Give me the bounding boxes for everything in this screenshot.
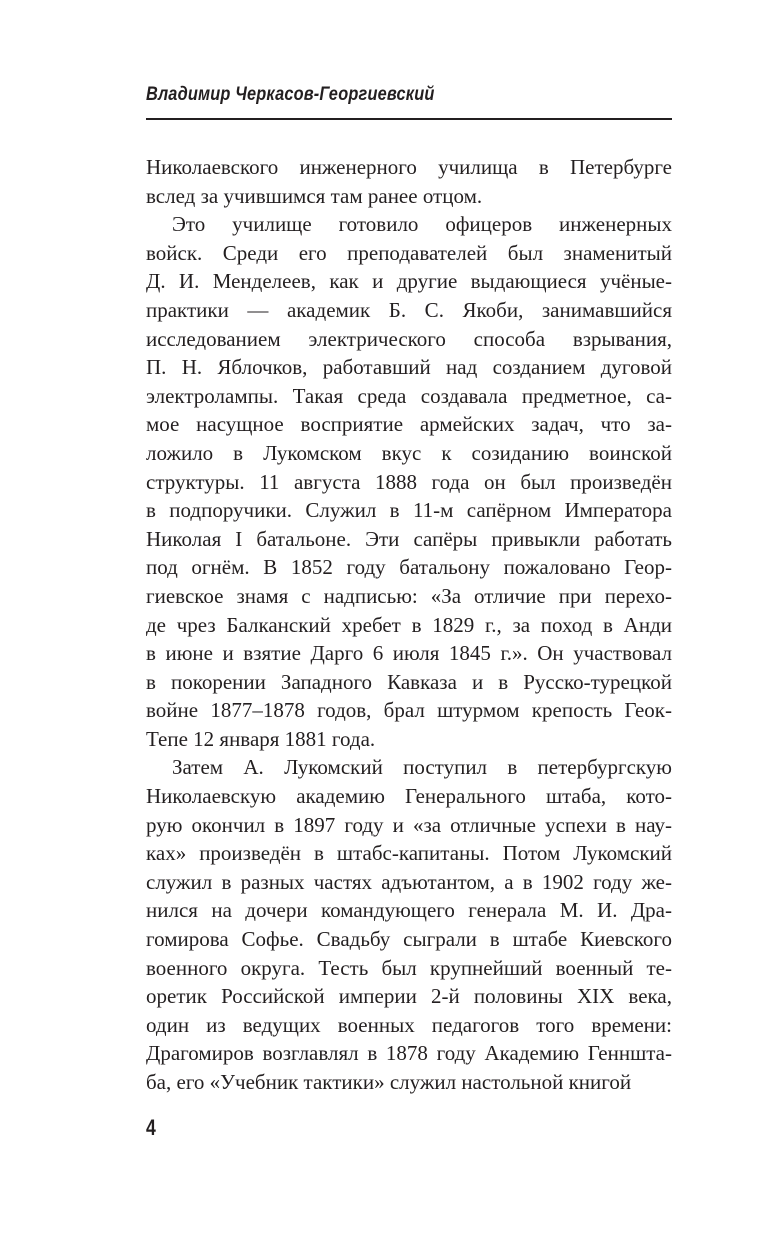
- text-line: де чрез Балканский хребет в 1829 г., за поход в Анди: [146, 612, 672, 637]
- text-line: исследованием электрического способа взрывания,: [146, 326, 672, 351]
- text-line: ба, его «Учебник тактики» служил настольной книгой: [146, 1070, 632, 1094]
- paragraph: [146, 210, 672, 753]
- text-line: Николаевскую академию Генерального штаба, кото-: [146, 784, 672, 809]
- header-rule: [146, 118, 672, 120]
- text-line: Николая I батальоне. Эти сапёры привыкли работать: [146, 526, 672, 551]
- text-line: Это училище готовило офицеров инженерных: [172, 212, 672, 237]
- text-line: Затем А. Лукомский поступил в петербургскую: [172, 755, 672, 780]
- text-line: служил в разных частях адъютантом, а в 1902 году же-: [146, 869, 672, 894]
- text-line: ках» произведён в штабс-капитаны. Потом Лукомский: [146, 841, 672, 866]
- text-line: оретик Российской империи 2-й половины XIX века,: [146, 984, 672, 1009]
- page-number: 4: [146, 1115, 156, 1140]
- paragraph: [146, 153, 672, 210]
- text-line: ложило в Лукомском вкус к созиданию воинской: [146, 440, 672, 465]
- text-line: в покорении Западного Кавказа и в Русско-турецкой: [146, 669, 672, 694]
- text-line: П. Н. Яблочков, работавший над созданием дуговой: [146, 355, 672, 380]
- text-line: Драгомиров возглавлял в 1878 году Академию Генншта-: [146, 1041, 672, 1066]
- text-line: структуры. 11 августа 1888 года он был произведён: [146, 469, 672, 494]
- text-line: в июне и взятие Дарго 6 июля 1845 г.». Он участвовал: [146, 641, 672, 666]
- text-line: под огнём. В 1852 году батальону пожаловано Геор-: [146, 555, 672, 580]
- paragraph: [146, 753, 672, 1096]
- text-line: гомирова Софье. Свадьбу сыграли в штабе Киевского: [146, 927, 672, 952]
- text-line: вслед за учившимся там ранее отцом.: [146, 183, 483, 208]
- text-line: рую окончил в 1897 году и «за отличные успехи в нау-: [146, 812, 672, 837]
- text-line: в подпоручики. Служил в 11-м сапёрном Императора: [146, 498, 672, 523]
- text-line: практики — академик Б. С. Якоби, занимавшийся: [146, 297, 672, 322]
- running-head: Владимир Черкасов-Георгиевский: [146, 84, 435, 105]
- text-line: один из ведущих военных педагогов того времени:: [146, 1012, 672, 1037]
- text-line: электролампы. Такая среда создавала предметное, са-: [146, 383, 672, 408]
- text-line: военного округа. Тесть был крупнейший военный те-: [146, 955, 672, 980]
- body-text: [146, 153, 672, 1097]
- text-line: нился на дочери командующего генерала М. И. Дра-: [146, 898, 672, 923]
- text-line: войск. Среди его преподавателей был знаменитый: [146, 240, 672, 265]
- text-line: гиевское знамя с надписью: «За отличие при перехо-: [146, 583, 672, 608]
- text-line: Николаевского инженерного училища в Петербурге: [146, 155, 672, 179]
- text-line: войне 1877–1878 годов, брал штурмом крепость Геок-: [146, 698, 672, 723]
- text-line: мое насущное восприятие армейских задач, что за-: [146, 412, 672, 437]
- text-line: Тепе 12 января 1881 года.: [146, 726, 376, 751]
- text-line: Д. И. Менделеев, как и другие выдающиеся учёные-: [146, 269, 672, 294]
